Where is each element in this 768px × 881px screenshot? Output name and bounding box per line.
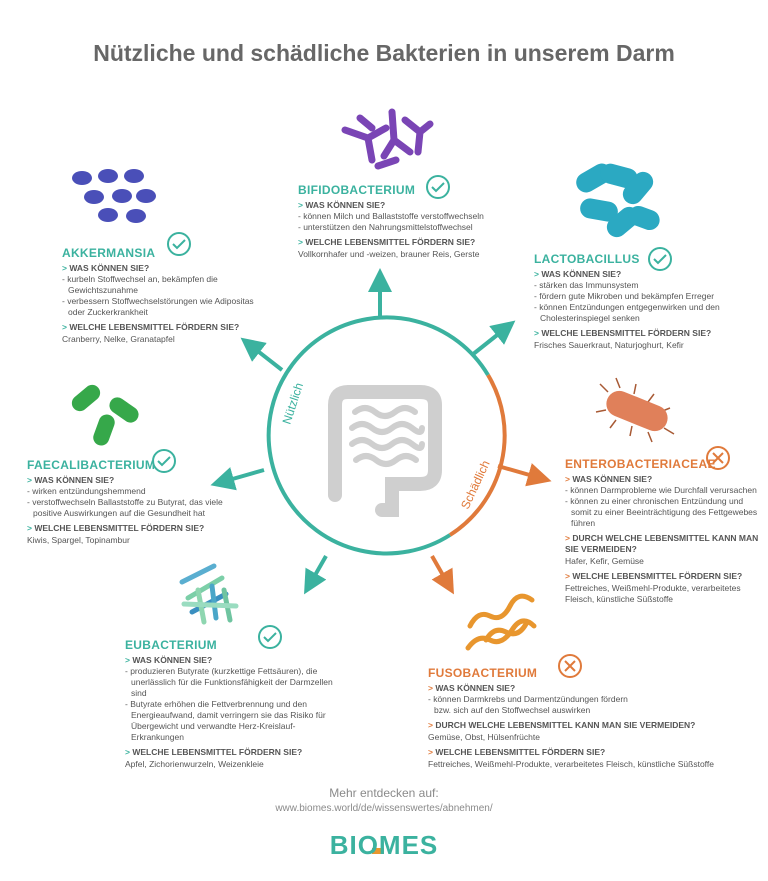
question: > WAS KÖNNEN SIE? [62, 263, 262, 274]
food-list: Apfel, Zichorienwurzeln, Weizenkleie [125, 759, 264, 769]
enterobacteriaceae-illustration [596, 378, 674, 442]
card-bifidobacterium [298, 185, 523, 260]
good-label: Nützlich [279, 381, 307, 426]
faecalibacterium-illustration [69, 382, 142, 448]
lactobacillus-illustration [573, 160, 663, 241]
question: > WELCHE LEBENSMITTEL FÖRDERN SIE? [125, 747, 340, 758]
food-list: Kiwis, Spargel, Topinambur [27, 535, 130, 545]
eubacterium-illustration [182, 566, 236, 622]
list-item: - kurbeln Stoffwechsel an, bekämpfen die Gewichtszunahme [62, 274, 262, 296]
question: > WAS KÖNNEN SIE? [565, 474, 760, 485]
list-item: - können zu einer chronischen Entzündung und somit zu einer Beeinträchtigung des Fettgewebes führen [565, 496, 760, 529]
list-item: - fördern gute Mikroben und bekämpfen Erreger [534, 291, 744, 302]
card-name: ENTEROBACTERIACEAE [565, 457, 716, 471]
good-arc [269, 317, 488, 553]
arrow-lacto [472, 328, 506, 355]
list-item: - produzieren Butyrate (kurzkettige Fettsäuren), die unerlässlich für die Funktionsfähigkeit der Darmzellen sind [125, 666, 340, 699]
list-item: - können Entzündungen entgegenwirken und den Cholesterinspiegel senken [534, 302, 744, 324]
list-item: - verstoffwechseln Ballaststoffe zu Butyrat, das viele positive Auswirkungen auf die Gesundheit hat [27, 497, 242, 519]
question: > WELCHE LEBENSMITTEL FÖRDERN SIE? [62, 322, 262, 333]
biomes-logo: BIOMES [329, 830, 439, 860]
card-name: AKKERMANSIA [62, 246, 156, 260]
akkermansia-illustration [72, 169, 156, 223]
food-list: Fettreiches, Weißmehl-Produkte, verarbeitetes Fleisch, künstliche Süßstoffe [428, 759, 714, 769]
list-item: - können Darmkrebs und Darmentzündungen fördern bzw. sich auf den Stoffwechsel auswirken [428, 694, 634, 716]
list-item: - stärken das Immunsystem [534, 280, 744, 291]
card-name: LACTOBACILLUS [534, 252, 640, 266]
question: > WAS KÖNNEN SIE? [534, 269, 744, 280]
list-item: - Butyrate erhöhen die Fettverbrennung und den Energieaufwand, damit verringern sie das Risiko für Übergewicht und verwandte Herz-Kreislauf-Erkrankungen [125, 699, 340, 743]
question: > WELCHE LEBENSMITTEL FÖRDERN SIE? [27, 523, 242, 534]
list-item: - unterstützen den Nahrungsmittelstoffwechsel [298, 222, 523, 233]
question: > WAS KÖNNEN SIE? [428, 683, 728, 694]
question: > WAS KÖNNEN SIE? [27, 475, 242, 486]
fusobacterium-illustration [468, 596, 534, 648]
bifidobacterium-illustration [345, 112, 430, 166]
arrow-eu [310, 556, 326, 584]
arrow-akker [250, 345, 282, 370]
arrow-entero [498, 466, 540, 478]
food-list: Fettreiches, Weißmehl-Produkte, verarbeitetes Fleisch, künstliche Süßstoffe [565, 583, 741, 604]
food-list: Vollkornhafer und -weizen, brauner Reis, Gerste [298, 249, 480, 259]
question: > WAS KÖNNEN SIE? [125, 655, 340, 666]
avoid-list: Hafer, Kefir, Gemüse [565, 556, 644, 566]
bad-arc [450, 375, 505, 535]
card-name: FAECALIBACTERIUM [27, 458, 156, 472]
question: > WAS KÖNNEN SIE? [298, 200, 523, 211]
footer-link[interactable]: www.biomes.world/de/wissenswertes/abnehmen/ [275, 803, 493, 814]
food-list: Frisches Sauerkraut, Naturjoghurt, Kefir [534, 340, 684, 350]
food-list: Cranberry, Nelke, Granatapfel [62, 334, 175, 344]
question: > WELCHE LEBENSMITTEL FÖRDERN SIE? [428, 747, 728, 758]
card-eubacterium [125, 640, 340, 770]
card-name: FUSOBACTERIUM [428, 666, 538, 680]
question: > WELCHE LEBENSMITTEL FÖRDERN SIE? [565, 571, 760, 582]
question: > WELCHE LEBENSMITTEL FÖRDERN SIE? [298, 237, 523, 248]
question: > DURCH WELCHE LEBENSMITTEL KANN MAN SIE VERMEIDEN? [428, 720, 728, 731]
question: > WELCHE LEBENSMITTEL FÖRDERN SIE? [534, 328, 744, 339]
card-lactobacillus [534, 254, 744, 351]
card-fusobacterium [428, 668, 728, 770]
footer-text: Mehr entdecken auf: [329, 786, 439, 800]
card-faecalibacterium [27, 460, 242, 546]
list-item: - können Milch und Ballaststoffe verstoffwechseln [298, 211, 523, 222]
card-name: EUBACTERIUM [125, 638, 217, 652]
arrow-fuso [432, 556, 448, 584]
page-title: Nützliche und schädliche Bakterien in unserem Darm [93, 40, 675, 66]
intestine-icon [335, 392, 435, 510]
avoid-list: Gemüse, Obst, Hülsenfrüchte [428, 732, 540, 742]
bad-label: Schädlich [458, 458, 493, 512]
card-name: BIFIDOBACTERIUM [298, 183, 416, 197]
card-enterobacteriaceae [565, 459, 760, 605]
list-item: - können Darmprobleme wie Durchfall verursachen [565, 485, 760, 496]
question: > DURCH WELCHE LEBENSMITTEL KANN MAN SIE VERMEIDEN? [565, 533, 760, 555]
list-item: - wirken entzündungshemmend [27, 486, 242, 497]
list-item: - verbessern Stoffwechselstörungen wie Adipositas oder Zuckerkrankheit [62, 296, 262, 318]
card-akkermansia [62, 248, 262, 345]
